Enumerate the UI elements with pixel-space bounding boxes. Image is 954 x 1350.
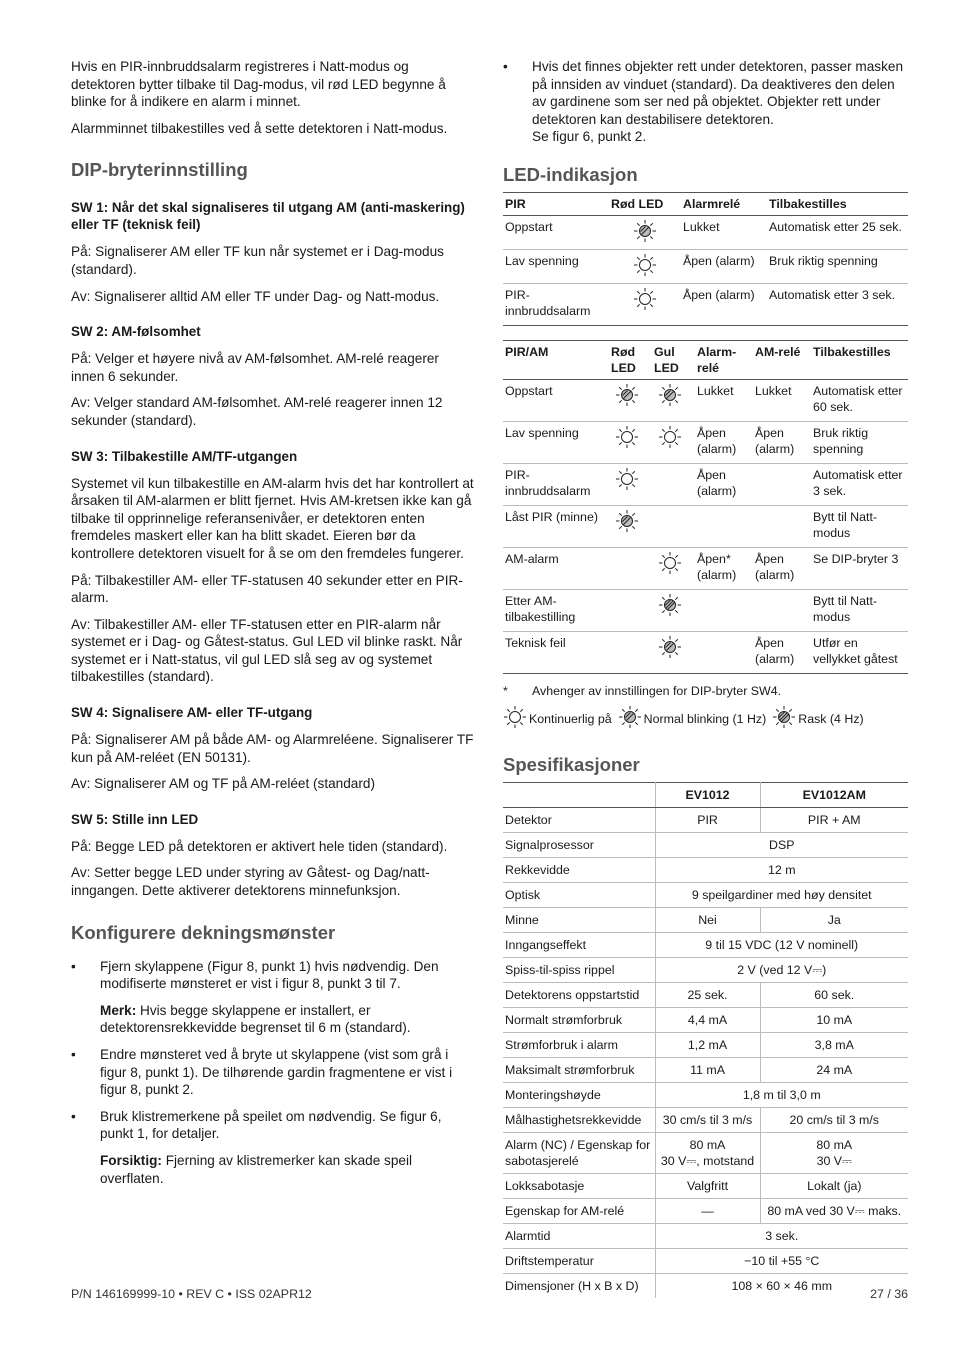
led-cell bbox=[609, 215, 681, 249]
spec-label: Egenskap for AM-relé bbox=[503, 1199, 655, 1224]
spec-value: Nei bbox=[655, 908, 760, 933]
sw1-off: Av: Signaliserer alltid AM eller TF under Dag- og Natt-modus. bbox=[71, 288, 440, 304]
sw1-on: På: Signaliserer AM eller TF kun når systemet er i Dag-modus (standard). bbox=[71, 244, 444, 277]
alarm-relay-cell: Åpen (alarm) bbox=[695, 421, 753, 463]
table-row bbox=[503, 1224, 908, 1249]
spec-label: Lokksabotasje bbox=[503, 1174, 655, 1199]
column-header: EV1012AM bbox=[760, 783, 908, 808]
led-normal-blink-icon bbox=[615, 509, 650, 533]
spec-label: Optisk bbox=[503, 883, 655, 908]
specifications-table bbox=[503, 782, 908, 1298]
pir-led-table bbox=[503, 192, 908, 326]
spec-label: Alarmtid bbox=[503, 1224, 655, 1249]
spec-label: Detektorens oppstartstid bbox=[503, 983, 655, 1008]
bullet-mark: • bbox=[71, 1108, 76, 1124]
led-cell bbox=[652, 421, 695, 463]
led-continuous-icon bbox=[658, 551, 693, 575]
legend-continuous bbox=[503, 705, 612, 735]
led-cell bbox=[652, 379, 695, 421]
am-relay-cell: Åpen (alarm) bbox=[753, 547, 811, 589]
led-fast-blink-icon bbox=[772, 705, 798, 735]
alarm-relay-cell: Åpen (alarm) bbox=[695, 463, 753, 505]
spec-value: 9 til 15 VDC (12 V nominell) bbox=[655, 933, 908, 958]
spec-value: 11 mA bbox=[655, 1058, 760, 1083]
column-header: EV1012 bbox=[655, 783, 760, 808]
pir-table-header bbox=[503, 192, 908, 215]
spec-value: 25 sek. bbox=[655, 983, 760, 1008]
led-continuous-icon bbox=[633, 253, 679, 277]
alarm-relay-cell bbox=[695, 589, 753, 631]
alarm-relay-cell bbox=[695, 505, 753, 547]
alarm-relay-cell: Åpen (alarm) bbox=[681, 249, 767, 283]
led-cell bbox=[652, 589, 695, 631]
list-item bbox=[71, 958, 475, 993]
footnote bbox=[503, 683, 908, 701]
reset-cell: Utfør en vellykket gåtest bbox=[811, 631, 908, 673]
led-cell bbox=[652, 463, 695, 505]
spec-value: 24 mA bbox=[760, 1058, 908, 1083]
reset-cell: Bytt til Natt-modus bbox=[811, 589, 908, 631]
sw3-off: Av: Tilbakestiller AM- eller TF-statusen etter en PIR-alarm når systemet er i Dag- og Gåtest-status. Gul LED vil blinke raskt. Når systemet er i Natt-status, vil gul LED slå seg av og systemet tilbakestilles (standard). bbox=[71, 616, 463, 685]
spec-value: PIR bbox=[655, 808, 760, 833]
alarm-relay-cell: Lukket bbox=[681, 215, 767, 249]
spec-value: PIR + AM bbox=[760, 808, 908, 833]
sw5-off: Av: Setter begge LED under styring av Gåtest- og Dag/natt-inngangen. Dette aktiverer detektorens minnefunksjon. bbox=[71, 865, 430, 899]
am-relay-cell bbox=[753, 505, 811, 547]
spec-value: 30 cm/s til 3 m/s bbox=[655, 1108, 760, 1133]
row-label: Oppstart bbox=[503, 215, 609, 249]
sw4-heading: SW 4: Signalisere AM- eller TF-utgang bbox=[71, 705, 313, 721]
led-cell bbox=[609, 631, 652, 673]
column-header: Alarm-relé bbox=[695, 340, 753, 379]
spec-value: 108 × 60 × 46 mm bbox=[655, 1274, 908, 1299]
led-cell bbox=[609, 379, 652, 421]
led-cell bbox=[609, 463, 652, 505]
bullet-text: Endre mønsteret ved å bryte ut skylappene (vist som grå i figur 8, punkt 1). De tilhørende gardin fragmentene er vist i figur 8, punkt 2. bbox=[100, 1047, 453, 1098]
row-label: Teknisk feil bbox=[503, 631, 609, 673]
column-header: Rød LED bbox=[609, 192, 681, 215]
note-label: Merk: bbox=[100, 1002, 137, 1018]
spec-value: −10 til +55 °C bbox=[655, 1249, 908, 1274]
table-row bbox=[503, 215, 908, 249]
bullet-text: Bruk klistremerkene på speilet om nødvendig. Se figur 6, punkt 1, for detaljer. bbox=[100, 1108, 442, 1142]
spec-label: Minne bbox=[503, 908, 655, 933]
caution-text: Fjerning av klistremerker kan skade speil overflaten. bbox=[100, 1152, 413, 1186]
table-row bbox=[503, 1108, 908, 1133]
footnote-star: * bbox=[503, 683, 508, 698]
alarm-relay-cell: Åpen (alarm) bbox=[681, 283, 767, 325]
table-row bbox=[503, 421, 908, 463]
led-normal-blink-icon bbox=[633, 219, 679, 243]
table-row bbox=[503, 858, 908, 883]
am-relay-cell bbox=[753, 589, 811, 631]
led-normal-blink-icon bbox=[658, 383, 693, 407]
reset-cell: Automatisk etter 3 sek. bbox=[767, 283, 908, 325]
page-number: 27 / 36 bbox=[870, 1287, 908, 1301]
table-row bbox=[503, 547, 908, 589]
spec-value: 3 sek. bbox=[655, 1224, 908, 1249]
column-header: PIR/AM bbox=[503, 340, 609, 379]
sw5-heading: SW 5: Stille inn LED bbox=[71, 811, 199, 827]
legend-fast bbox=[772, 705, 863, 735]
spec-label: Driftstemperatur bbox=[503, 1249, 655, 1274]
am-relay-cell: Åpen (alarm) bbox=[753, 421, 811, 463]
am-relay-cell: Lukket bbox=[753, 379, 811, 421]
spec-value: 80 mA 30 V⎓, motstand bbox=[655, 1133, 760, 1174]
reset-cell: Se DIP-bryter 3 bbox=[811, 547, 908, 589]
pir-am-table-header bbox=[503, 340, 908, 379]
list-item bbox=[503, 58, 908, 146]
spec-value: 1,8 m til 3,0 m bbox=[655, 1083, 908, 1108]
led-cell bbox=[652, 547, 695, 589]
row-label: PIR-innbruddsalarm bbox=[503, 463, 609, 505]
spec-label: Detektor bbox=[503, 808, 655, 833]
sw5-on: På: Begge LED på detektoren er aktivert hele tiden (standard). bbox=[71, 838, 448, 854]
sw4-on: På: Signaliserer AM på både AM- og Alarmreléene. Signaliserer TF kun på AM-reléet (EN 50131). bbox=[71, 732, 474, 765]
table-row bbox=[503, 983, 908, 1008]
spec-value: 3,8 mA bbox=[760, 1033, 908, 1058]
table-row bbox=[503, 463, 908, 505]
spec-value: 10 mA bbox=[760, 1008, 908, 1033]
row-label: Låst PIR (minne) bbox=[503, 505, 609, 547]
dip-switch-heading: DIP-bryterinnstilling bbox=[71, 159, 248, 181]
spec-label: Alarm (NC) / Egenskap for sabotasjerelé bbox=[503, 1133, 655, 1174]
legend-normal bbox=[618, 705, 767, 735]
alarm-relay-cell bbox=[695, 631, 753, 673]
bullet-text-main: Hvis det finnes objekter rett under detektoren, passer masken på innsiden av vinduet (standard). Da deaktiveres den delen av gardinene som ser ned på objektet. Objekter rett under detektoren kan destabilisere detektoren. bbox=[532, 59, 904, 127]
sw3-heading: SW 3: Tilbakestille AM/TF-utgangen bbox=[71, 448, 298, 464]
footnote-text: Avhenger av innstillingen for DIP-bryter SW4. bbox=[532, 683, 782, 698]
reset-cell: Bruk riktig spenning bbox=[811, 421, 908, 463]
spec-value: 20 cm/s til 3 m/s bbox=[760, 1108, 908, 1133]
spec-label: Inngangseffekt bbox=[503, 933, 655, 958]
table-row bbox=[503, 883, 908, 908]
bullet-mark: • bbox=[71, 1047, 76, 1062]
column-header: Gul LED bbox=[652, 340, 695, 379]
pir-am-led-table bbox=[503, 340, 908, 674]
spec-label: Spiss-til-spiss rippel bbox=[503, 958, 655, 983]
am-relay-cell: Åpen (alarm) bbox=[753, 631, 811, 673]
intro-paragraph-2: Alarmminnet tilbakestilles ved å sette detektoren i Natt-modus. bbox=[71, 120, 448, 136]
sw2-heading: SW 2: AM-følsomhet bbox=[71, 324, 201, 340]
spec-value: 4,4 mA bbox=[655, 1008, 760, 1033]
table-row bbox=[503, 1274, 908, 1299]
bullet-mark: • bbox=[503, 59, 508, 74]
led-cell bbox=[609, 547, 652, 589]
intro-paragraph-1: Hvis en PIR-innbruddsalarm registreres i Natt-modus og detektoren bytter tilbake til Dag-modus, vil rød LED begynne å blinke for å indikere en alarm i minnet. bbox=[71, 59, 446, 110]
led-normal-blink-icon bbox=[658, 635, 693, 659]
led-normal-blink-icon bbox=[618, 705, 644, 735]
column-header: Tilbakestilles bbox=[811, 340, 908, 379]
led-cell bbox=[609, 505, 652, 547]
sw1-heading: SW 1: Når det skal signaliseres til utgang AM (anti-maskering) eller TF (teknisk feil) bbox=[71, 200, 465, 233]
spec-value: 2 V (ved 12 V⎓) bbox=[655, 958, 908, 983]
led-indication-heading: LED-indikasjon bbox=[503, 163, 638, 185]
legend-fast-label: Rask (4 Hz) bbox=[798, 711, 864, 726]
table-row bbox=[503, 631, 908, 673]
led-cell bbox=[609, 283, 681, 325]
spec-label: Signalprosessor bbox=[503, 833, 655, 858]
list-item bbox=[71, 1046, 475, 1099]
sw3-on: På: Tilbakestiller AM- eller TF-statusen 40 sekunder etter en PIR-alarm. bbox=[71, 572, 463, 606]
spec-label: Målhastighetsrekkevidde bbox=[503, 1108, 655, 1133]
legend-continuous-label: Kontinuerlig på bbox=[529, 711, 612, 726]
spec-value: 80 mA 30 V⎓ bbox=[760, 1133, 908, 1174]
spec-value: 60 sek. bbox=[760, 983, 908, 1008]
led-continuous-icon bbox=[503, 705, 529, 735]
table-row bbox=[503, 589, 908, 631]
row-label: Lav spenning bbox=[503, 249, 609, 283]
led-continuous-icon bbox=[615, 467, 650, 491]
spec-value: Valgfritt bbox=[655, 1174, 760, 1199]
table-row bbox=[503, 1133, 908, 1174]
table-row bbox=[503, 808, 908, 833]
table-row bbox=[503, 1008, 908, 1033]
list-item bbox=[71, 1108, 475, 1143]
led-continuous-icon bbox=[658, 425, 693, 449]
column-header: Rød LED bbox=[609, 340, 652, 379]
sw4-off: Av: Signaliserer AM og TF på AM-reléet (standard) bbox=[71, 776, 375, 792]
row-label: Lav spenning bbox=[503, 421, 609, 463]
column-header: PIR bbox=[503, 192, 609, 215]
reset-cell: Bruk riktig spenning bbox=[767, 249, 908, 283]
led-cell bbox=[609, 249, 681, 283]
spec-value: DSP bbox=[655, 833, 908, 858]
reset-cell: Automatisk etter 25 sek. bbox=[767, 215, 908, 249]
row-label: Oppstart bbox=[503, 379, 609, 421]
table-row bbox=[503, 908, 908, 933]
spec-label: Maksimalt strømforbruk bbox=[503, 1058, 655, 1083]
spec-label: Rekkevidde bbox=[503, 858, 655, 883]
led-normal-blink-icon bbox=[615, 383, 650, 407]
alarm-relay-cell: Åpen* (alarm) bbox=[695, 547, 753, 589]
spec-table-header bbox=[503, 783, 908, 808]
spec-value: 9 speilgardiner med høy densitet bbox=[655, 883, 908, 908]
table-row bbox=[503, 505, 908, 547]
led-cell bbox=[609, 589, 652, 631]
led-cell bbox=[609, 421, 652, 463]
row-label: Etter AM-tilbakestilling bbox=[503, 589, 609, 631]
coverage-heading: Konfigurere dekningsmønster bbox=[71, 921, 336, 943]
column-header: AM-relé bbox=[753, 340, 811, 379]
note-text: Hvis begge skylappene er installert, er detektorensrekkevidde begrenset til 6 m (standard). bbox=[100, 1002, 411, 1036]
spec-label: Normalt strømforbruk bbox=[503, 1008, 655, 1033]
spec-value: 80 mA ved 30 V⎓ maks. bbox=[760, 1199, 908, 1224]
sw2-on: På: Velger et høyere nivå av AM-følsomhet. AM-relé reagerer innen 6 sekunder. bbox=[71, 351, 439, 384]
table-row bbox=[503, 1174, 908, 1199]
right-column bbox=[503, 58, 908, 1298]
table-row bbox=[503, 1033, 908, 1058]
note-paragraph bbox=[100, 1002, 475, 1037]
caution-label: Forsiktig: bbox=[100, 1152, 162, 1168]
left-column bbox=[71, 58, 475, 1196]
specifications-heading: Spesifikasjoner bbox=[503, 754, 640, 776]
spec-value: Ja bbox=[760, 908, 908, 933]
bullet-text: Fjern skylappene (Figur 8, punkt 1) hvis nødvendig. Den modifiserte mønsteret er vist i figur 8, punkt 3 til 7. bbox=[100, 958, 439, 992]
led-legend bbox=[503, 705, 908, 735]
table-row bbox=[503, 1249, 908, 1274]
sw2-off: Av: Velger standard AM-følsomhet. AM-relé reagerer innen 12 sekunder (standard). bbox=[71, 395, 443, 428]
bullet-text bbox=[532, 58, 908, 146]
table-row bbox=[503, 1058, 908, 1083]
spec-label: Dimensjoner (H x B x D) bbox=[505, 1279, 639, 1294]
row-label: AM-alarm bbox=[503, 547, 609, 589]
row-label: PIR-innbruddsalarm bbox=[503, 283, 609, 325]
part-number: P/N 146169999-10 • REV C • ISS 02APR12 bbox=[71, 1287, 312, 1301]
table-row bbox=[503, 1083, 908, 1108]
alarm-relay-cell: Lukket bbox=[695, 379, 753, 421]
spec-label: Strømforbruk i alarm bbox=[503, 1033, 655, 1058]
table-row bbox=[503, 1199, 908, 1224]
bullet-text-ref: Se figur 6, punkt 2. bbox=[532, 129, 647, 145]
caution-paragraph bbox=[100, 1152, 475, 1187]
column-header bbox=[503, 783, 655, 808]
table-row bbox=[503, 833, 908, 858]
led-continuous-icon bbox=[633, 287, 679, 311]
legend-normal-label: Normal blinking (1 Hz) bbox=[643, 711, 767, 726]
reset-cell: Automatisk etter 60 sek. bbox=[811, 379, 908, 421]
spec-value: Lokalt (ja) bbox=[760, 1174, 908, 1199]
led-cell bbox=[652, 631, 695, 673]
spec-value: — bbox=[655, 1199, 760, 1224]
column-header: Alarmrelé bbox=[681, 192, 767, 215]
led-cell bbox=[652, 505, 695, 547]
sw3-description: Systemet vil kun tilbakestille en AM-alarm hvis det har kontrollert at årsaken til AM-alarmen er blitt fjernet. Hvis AM-kretsen ikke kan gå tilbake til opprinnelige referansenivåer, er detektoren enten fremdeles maskert eller kan ha blitt skadet. Eieren bør da kontrollere detektoren visuelt for å se om den fremdeles fungerer. bbox=[71, 475, 474, 561]
am-relay-cell bbox=[753, 463, 811, 505]
reset-cell: Bytt til Natt-modus bbox=[811, 505, 908, 547]
spec-value: 12 m bbox=[655, 858, 908, 883]
bullet-mark: • bbox=[71, 958, 76, 974]
table-row bbox=[503, 249, 908, 283]
table-row bbox=[503, 283, 908, 325]
table-row bbox=[503, 379, 908, 421]
table-row bbox=[503, 958, 908, 983]
spec-label: Monteringshøyde bbox=[503, 1083, 655, 1108]
spec-value: 1,2 mA bbox=[655, 1033, 760, 1058]
reset-cell: Automatisk etter 3 sek. bbox=[811, 463, 908, 505]
led-fast-blink-icon bbox=[658, 593, 693, 617]
column-header: Tilbakestilles bbox=[767, 192, 908, 215]
table-row bbox=[503, 933, 908, 958]
led-continuous-icon bbox=[615, 425, 650, 449]
